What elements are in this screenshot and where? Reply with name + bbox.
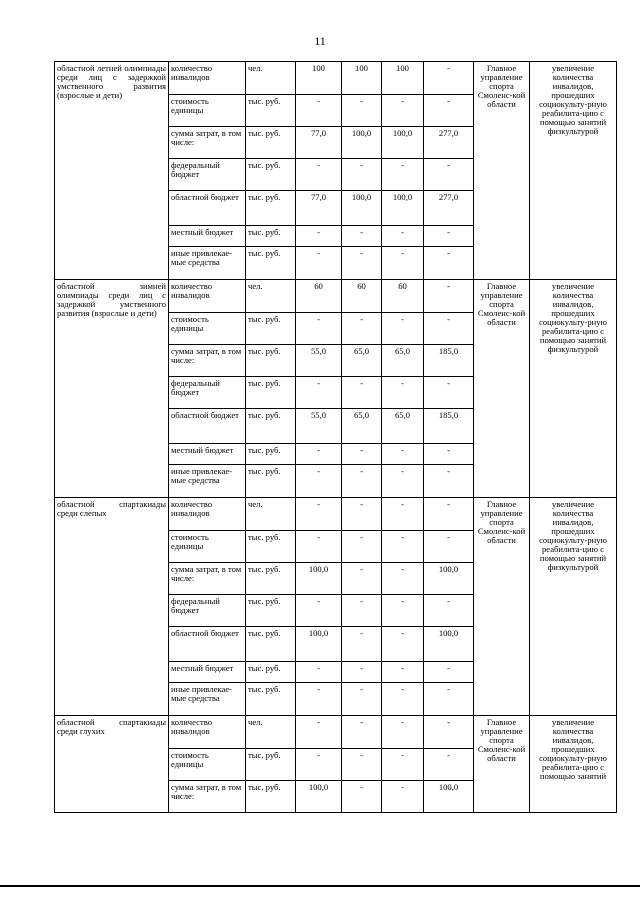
- year1-value-cell: -: [296, 498, 342, 531]
- total-value-cell: 185,0: [424, 409, 474, 444]
- year2-value-cell: -: [342, 662, 382, 683]
- total-value-cell: -: [424, 247, 474, 280]
- unit-cell: тыс. руб.: [246, 781, 296, 813]
- year3-value-cell: -: [382, 498, 424, 531]
- event-name-cell: областной зимней олимпиады среди лиц с задержкой умственного развития (взрослые и дети): [55, 280, 169, 498]
- indicator-cell: сумма затрат, в том числе:: [169, 781, 246, 813]
- total-value-cell: 277,0: [424, 191, 474, 226]
- year3-value-cell: -: [382, 662, 424, 683]
- unit-cell: тыс. руб.: [246, 683, 296, 716]
- unit-cell: тыс. руб.: [246, 662, 296, 683]
- year2-value-cell: -: [342, 595, 382, 627]
- year2-value-cell: -: [342, 465, 382, 498]
- year1-value-cell: -: [296, 716, 342, 749]
- executor-cell: Главное управление спорта Смоленс-кой области: [474, 280, 530, 498]
- page-bottom-rule: [0, 885, 640, 887]
- unit-cell: тыс. руб.: [246, 627, 296, 662]
- unit-cell: тыс. руб.: [246, 749, 296, 781]
- result-cell: увеличение количества инвалидов, прошедших социокульту-рную реабилита-цию с помощью занятий физкультурой: [530, 498, 617, 716]
- year1-value-cell: 60: [296, 280, 342, 313]
- total-value-cell: -: [424, 595, 474, 627]
- event-name-cell: областной спартакиады среди слепых: [55, 498, 169, 716]
- table-row: [55, 716, 617, 749]
- unit-cell: тыс. руб.: [246, 191, 296, 226]
- unit-cell: тыс. руб.: [246, 444, 296, 465]
- total-value-cell: -: [424, 662, 474, 683]
- year1-value-cell: 77,0: [296, 127, 342, 159]
- total-value-cell: -: [424, 280, 474, 313]
- year3-value-cell: -: [382, 531, 424, 563]
- year3-value-cell: -: [382, 465, 424, 498]
- year2-value-cell: -: [342, 159, 382, 191]
- indicator-cell: областной бюджет: [169, 191, 246, 226]
- year3-value-cell: -: [382, 716, 424, 749]
- year2-value-cell: -: [342, 247, 382, 280]
- year1-value-cell: -: [296, 444, 342, 465]
- unit-cell: тыс. руб.: [246, 159, 296, 191]
- total-value-cell: 185,0: [424, 345, 474, 377]
- indicator-cell: количество инвалидов: [169, 498, 246, 531]
- total-value-cell: 100,0: [424, 627, 474, 662]
- year3-value-cell: -: [382, 95, 424, 127]
- total-value-cell: 100,0: [424, 563, 474, 595]
- unit-cell: тыс. руб.: [246, 127, 296, 159]
- program-table: [54, 61, 617, 813]
- year3-value-cell: 60: [382, 280, 424, 313]
- indicator-cell: сумма затрат, в том числе:: [169, 563, 246, 595]
- table-row: [55, 498, 617, 531]
- year3-value-cell: 100,0: [382, 127, 424, 159]
- year3-value-cell: 65,0: [382, 345, 424, 377]
- year2-value-cell: 65,0: [342, 409, 382, 444]
- year1-value-cell: -: [296, 226, 342, 247]
- indicator-cell: стоимость единицы: [169, 531, 246, 563]
- unit-cell: тыс. руб.: [246, 465, 296, 498]
- indicator-cell: стоимость единицы: [169, 95, 246, 127]
- table-row: [55, 280, 617, 313]
- result-cell: увеличение количества инвалидов, прошедших социокульту-рную реабилита-цию с помощью занятий: [530, 716, 617, 813]
- year1-value-cell: -: [296, 465, 342, 498]
- indicator-cell: иные привлекае-мые средства: [169, 247, 246, 280]
- executor-cell: Главное управление спорта Смоленс-кой области: [474, 716, 530, 813]
- indicator-cell: областной бюджет: [169, 627, 246, 662]
- unit-cell: чел.: [246, 716, 296, 749]
- year1-value-cell: -: [296, 159, 342, 191]
- year3-value-cell: -: [382, 377, 424, 409]
- event-name-cell: областной летней олимпиады среди лиц с задержкой умственного развития (взрослые и дети): [55, 62, 169, 280]
- year2-value-cell: -: [342, 498, 382, 531]
- year3-value-cell: -: [382, 563, 424, 595]
- year1-value-cell: 100,0: [296, 627, 342, 662]
- year3-value-cell: -: [382, 444, 424, 465]
- total-value-cell: -: [424, 749, 474, 781]
- indicator-cell: местный бюджет: [169, 662, 246, 683]
- total-value-cell: -: [424, 62, 474, 95]
- year3-value-cell: -: [382, 749, 424, 781]
- indicator-cell: местный бюджет: [169, 444, 246, 465]
- unit-cell: тыс. руб.: [246, 247, 296, 280]
- year2-value-cell: -: [342, 444, 382, 465]
- year1-value-cell: -: [296, 531, 342, 563]
- indicator-cell: федеральный бюджет: [169, 377, 246, 409]
- year1-value-cell: -: [296, 95, 342, 127]
- year2-value-cell: 100,0: [342, 191, 382, 226]
- indicator-cell: сумма затрат, в том числе:: [169, 127, 246, 159]
- year1-value-cell: -: [296, 377, 342, 409]
- year1-value-cell: 100,0: [296, 563, 342, 595]
- total-value-cell: -: [424, 498, 474, 531]
- unit-cell: тыс. руб.: [246, 226, 296, 247]
- indicator-cell: стоимость единицы: [169, 313, 246, 345]
- year2-value-cell: 60: [342, 280, 382, 313]
- unit-cell: чел.: [246, 62, 296, 95]
- year2-value-cell: -: [342, 313, 382, 345]
- unit-cell: тыс. руб.: [246, 595, 296, 627]
- year2-value-cell: -: [342, 377, 382, 409]
- total-value-cell: -: [424, 531, 474, 563]
- year3-value-cell: -: [382, 247, 424, 280]
- indicator-cell: областной бюджет: [169, 409, 246, 444]
- year1-value-cell: 77,0: [296, 191, 342, 226]
- total-value-cell: -: [424, 683, 474, 716]
- indicator-cell: федеральный бюджет: [169, 595, 246, 627]
- indicator-cell: федеральный бюджет: [169, 159, 246, 191]
- unit-cell: чел.: [246, 498, 296, 531]
- year3-value-cell: -: [382, 313, 424, 345]
- total-value-cell: -: [424, 444, 474, 465]
- year1-value-cell: 100: [296, 62, 342, 95]
- total-value-cell: -: [424, 95, 474, 127]
- year1-value-cell: 55,0: [296, 409, 342, 444]
- year3-value-cell: -: [382, 226, 424, 247]
- year3-value-cell: -: [382, 627, 424, 662]
- executor-cell: Главное управление спорта Смоленс-кой области: [474, 62, 530, 280]
- year1-value-cell: -: [296, 313, 342, 345]
- indicator-cell: стоимость единицы: [169, 749, 246, 781]
- year3-value-cell: -: [382, 683, 424, 716]
- year2-value-cell: 100,0: [342, 127, 382, 159]
- total-value-cell: -: [424, 465, 474, 498]
- year1-value-cell: -: [296, 662, 342, 683]
- year2-value-cell: -: [342, 627, 382, 662]
- total-value-cell: 277,0: [424, 127, 474, 159]
- result-cell: увеличение количества инвалидов, прошедших социокульту-рную реабилита-цию с помощью занятий физкультурой: [530, 62, 617, 280]
- indicator-cell: иные привлекае-мые средства: [169, 465, 246, 498]
- page-number: 11: [314, 34, 326, 48]
- year3-value-cell: 100,0: [382, 191, 424, 226]
- indicator-cell: количество инвалидов: [169, 716, 246, 749]
- unit-cell: чел.: [246, 280, 296, 313]
- year2-value-cell: -: [342, 781, 382, 813]
- year2-value-cell: -: [342, 95, 382, 127]
- year2-value-cell: -: [342, 749, 382, 781]
- indicator-cell: местный бюджет: [169, 226, 246, 247]
- year3-value-cell: -: [382, 595, 424, 627]
- year3-value-cell: -: [382, 159, 424, 191]
- unit-cell: тыс. руб.: [246, 313, 296, 345]
- year2-value-cell: -: [342, 716, 382, 749]
- unit-cell: тыс. руб.: [246, 95, 296, 127]
- unit-cell: тыс. руб.: [246, 531, 296, 563]
- indicator-cell: количество инвалидов: [169, 280, 246, 313]
- unit-cell: тыс. руб.: [246, 345, 296, 377]
- year3-value-cell: -: [382, 781, 424, 813]
- total-value-cell: -: [424, 377, 474, 409]
- total-value-cell: -: [424, 226, 474, 247]
- year1-value-cell: 55,0: [296, 345, 342, 377]
- executor-cell: Главное управление спорта Смоленс-кой области: [474, 498, 530, 716]
- year2-value-cell: 100: [342, 62, 382, 95]
- year1-value-cell: -: [296, 595, 342, 627]
- unit-cell: тыс. руб.: [246, 409, 296, 444]
- year3-value-cell: 65,0: [382, 409, 424, 444]
- event-name-cell: областной спартакиады среди глухих: [55, 716, 169, 813]
- year2-value-cell: -: [342, 683, 382, 716]
- year1-value-cell: 100,0: [296, 781, 342, 813]
- year3-value-cell: 100: [382, 62, 424, 95]
- unit-cell: тыс. руб.: [246, 563, 296, 595]
- total-value-cell: -: [424, 716, 474, 749]
- table-row: [55, 62, 617, 95]
- unit-cell: тыс. руб.: [246, 377, 296, 409]
- year1-value-cell: -: [296, 749, 342, 781]
- year2-value-cell: -: [342, 563, 382, 595]
- year2-value-cell: -: [342, 226, 382, 247]
- indicator-cell: иные привлекае-мые средства: [169, 683, 246, 716]
- result-cell: увеличение количества инвалидов, прошедших социокульту-рную реабилита-цию с помощью занятий физкультурой: [530, 280, 617, 498]
- year2-value-cell: 65,0: [342, 345, 382, 377]
- year1-value-cell: -: [296, 247, 342, 280]
- total-value-cell: -: [424, 313, 474, 345]
- total-value-cell: -: [424, 159, 474, 191]
- indicator-cell: сумма затрат, в том числе:: [169, 345, 246, 377]
- year1-value-cell: -: [296, 683, 342, 716]
- year2-value-cell: -: [342, 531, 382, 563]
- total-value-cell: 100,0: [424, 781, 474, 813]
- indicator-cell: количество инвалидов: [169, 62, 246, 95]
